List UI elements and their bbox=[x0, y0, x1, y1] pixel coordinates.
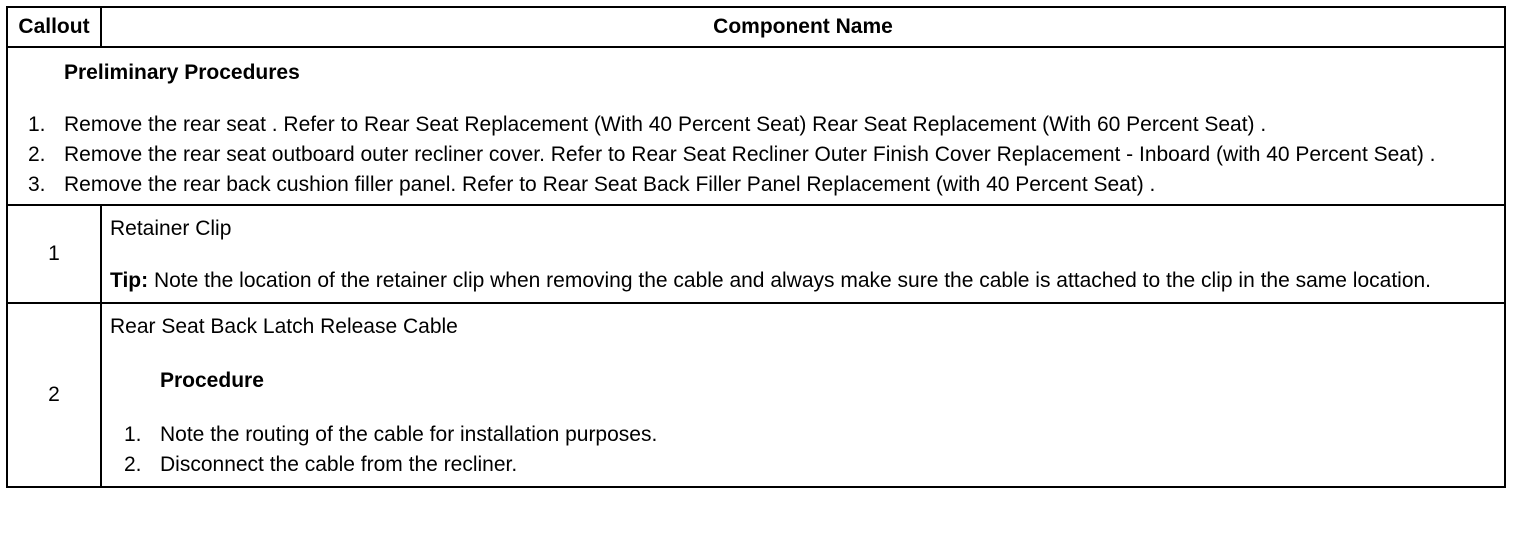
preliminary-row bbox=[7, 47, 1505, 205]
step-number: 2. bbox=[28, 143, 46, 166]
preliminary-title: Preliminary Procedures bbox=[64, 61, 300, 84]
tip-note bbox=[110, 266, 1496, 296]
tip-label: Tip: bbox=[110, 269, 149, 292]
list-item bbox=[8, 170, 1504, 200]
list-item bbox=[110, 420, 1496, 450]
callout-number: 1 bbox=[7, 205, 101, 303]
step-text: Disconnect the cable from the recliner. bbox=[160, 453, 518, 476]
procedure-document bbox=[6, 6, 1506, 488]
callout-number: 2 bbox=[7, 303, 101, 487]
callout-header: Callout bbox=[7, 7, 101, 47]
table-header-row bbox=[7, 7, 1505, 47]
step-number: 3. bbox=[28, 173, 46, 196]
procedure-steps-list bbox=[110, 420, 1496, 480]
procedure-title: Procedure bbox=[160, 369, 264, 392]
step-text: Note the routing of the cable for installation purposes. bbox=[160, 423, 658, 446]
step-text: Remove the rear seat . Refer to Rear Seat Replacement (With 40 Percent Seat) Rear Seat Replacement (With 60 Percent Seat) . bbox=[64, 113, 1267, 136]
component-name: Retainer Clip bbox=[110, 217, 232, 240]
table-row bbox=[7, 303, 1505, 487]
list-item bbox=[110, 450, 1496, 480]
list-item bbox=[8, 140, 1504, 170]
component-cell bbox=[101, 205, 1505, 303]
component-name-header: Component Name bbox=[101, 7, 1505, 47]
preliminary-steps-list bbox=[8, 110, 1504, 200]
step-text: Remove the rear seat outboard outer recliner cover. Refer to Rear Seat Recliner Outer Finish Cover Replacement - Inboard (with 40 Percent Seat) . bbox=[64, 143, 1436, 166]
step-number: 1. bbox=[28, 113, 46, 136]
table-row bbox=[7, 205, 1505, 303]
list-item bbox=[8, 110, 1504, 140]
step-number: 1. bbox=[124, 423, 142, 446]
component-name: Rear Seat Back Latch Release Cable bbox=[110, 315, 458, 338]
component-cell bbox=[101, 303, 1505, 487]
step-text: Remove the rear back cushion filler panel. Refer to Rear Seat Back Filler Panel Replacement (with 40 Percent Seat) . bbox=[64, 173, 1156, 196]
tip-text: Note the location of the retainer clip when removing the cable and always make sure the cable is attached to the clip in the same location. bbox=[148, 269, 1432, 292]
preliminary-cell bbox=[7, 47, 1505, 205]
step-number: 2. bbox=[124, 453, 142, 476]
procedure-table bbox=[6, 6, 1506, 488]
